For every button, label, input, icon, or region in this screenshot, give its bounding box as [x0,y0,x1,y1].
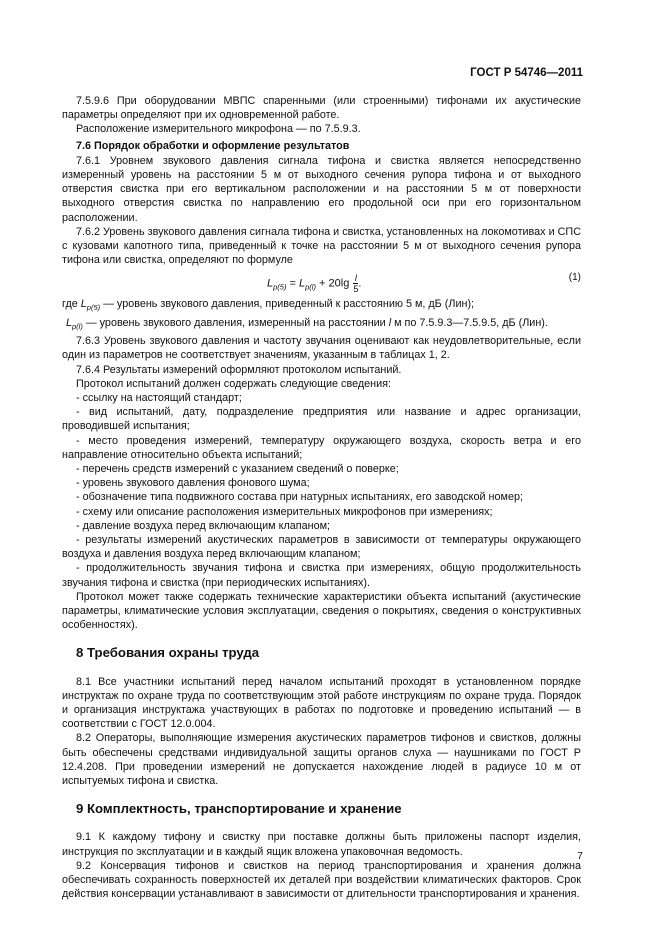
heading-section-8: 8 Требования охраны труда [76,645,260,661]
paragraph-microphone: Расположение измерительного микрофона — по 7.5.9.3. [76,123,361,136]
paragraph-protocol-intro: Протокол испытаний должен содержать следующие сведения: [76,377,391,390]
paragraph-7-6-4: 7.6.4 Результаты измерений оформляют протоколом испытаний. [76,363,402,376]
definition-lp5: где $L_{p(5)}$ — уровень звукового давления, приведенный к расстоянию 5 м, дБ (Лин); [62,298,475,313]
list-item: - перечень средств измерений с указанием сведений о поверке; [76,462,399,475]
page-number: 7 [577,850,583,862]
formula-number: (1) [568,272,581,284]
formula-1 [62,269,581,295]
list-item: - давление воздуха перед включающим клапаном; [76,519,331,532]
standard-header: ГОСТ Р 54746—2011 [470,67,583,79]
formula-fraction: $\frac{l}{5}$ [353,273,359,295]
heading-section-9: 9 Комплектность, транспортирование и хранение [76,801,402,817]
list-item: - продолжительность звучания тифона и свистка при измерениях, общую продолжительность звучания тифона и свистка (при периодических испытаниях). [62,562,581,589]
paragraph-7-6-1: 7.6.1 Уровнем звукового давления сигнала тифона и свистка является непосредственно измеренный уровень на расстоянии 5 м от выходного сечения рупора тифона и от выходного отверстия свистка при его вертикальном расположении и на расстоянии 5 м от поверхности выходного отверстия свистка по направлению его продольной оси при его горизонтальном расположении. [62,154,581,224]
paragraph-9-1: 9.1 К каждому тифону и свистку при поставке должны быть приложены паспорт изделия, инструкция по эксплуатации и в каждый ящик вложена упаковочная ведомость. [62,831,581,858]
list-item: - ссылку на настоящий стандарт; [76,391,242,404]
formula-definitions [62,297,581,334]
definition-lpl: $L_{p(l)}$ — уровень звукового давления, измеренный на расстоянии l м по 7.5.9.3—7.5.9.5, дБ (Лин). [66,316,548,331]
paragraph-protocol-extra: Протокол может также содержать технические характеристики объекта испытаний (акустические параметры, климатические условия эксплуатации, сведения о покрытиях, сведения о конструктивных особенностях). [62,590,581,632]
list-item: - результаты измерений акустических параметров в зависимости от температуры окружающего воздуха и давления воздуха перед включающим клапаном; [62,534,581,561]
heading-7-6: 7.6 Порядок обработки и оформление результатов [76,139,350,152]
paragraph-7-6-3: 7.6.3 Уровень звукового давления и частоту звучания оценивают как неудовлетворительные, если один из параметров не соответствует значениям, указанным в таблицах 1, 2. [62,335,581,362]
list-item: - уровень звукового давления фонового шума; [76,477,310,490]
paragraph-7-5-9-6: 7.5.9.6 При оборудовании МВПС спаренными (или строенными) тифонами их акустические параметры определяют при их одновременной работе. [62,95,581,122]
paragraph-7-6-2: 7.6.2 Уровень звукового давления сигнала тифона и свистка, установленных на локомотивах и СПС с кузовами капотного типа, приведенный к точке на расстоянии 5 м от выходного сечения рупора тифона или свистка, определяют по формуле [62,225,581,267]
paragraph-8-2: 8.2 Операторы, выполняющие измерения акустических параметров тифонов и свистков, должны быть обеспечены средствами индивидуальной защиты органов слуха — наушниками по ГОСТ Р 12.4.208. При проведении измерений не допускается нахождение людей в радиусе 10 м от испытуемых тифона и свистка. [62,732,581,788]
paragraph-8-1: 8.1 Все участники испытаний перед началом испытаний проходят в установленном порядке инструктаж по охране труда по соответствующим этой работе инструкциям по охране труда. Порядок и организация инструктажа участвующих в работах по подготовке и проведению испытаний — в соответствии с ГОСТ 12.0.004. [62,675,581,731]
paragraph-9-2: 9.2 Консервация тифонов и свистков на период транспортирования и хранения должна обеспечивать сохранность поверхностей их деталей при воздействии климатических факторов. Срок действия консервации устанавливают в зависимости от длительности транспортирования и хранения. [62,859,581,901]
formula-expression: $L_{p(5)} = L_{p(l)} + 20\lg$ $\frac{l}{5}$ . [267,273,362,295]
list-item: - обозначение типа подвижного состава при натурных испытаниях, его заводской номер; [76,491,523,504]
list-item: - место проведения измерений, температуру окружающего воздуха, скорость ветра и его направление относительно объекта испытаний; [62,434,581,461]
page-body [62,94,581,901]
list-item: - схему или описание расположения измерительных микрофонов при измерениях; [76,505,493,518]
list-item: - вид испытаний, дату, подразделение предприятия или название и адрес организации, проводившей испытания; [62,406,581,433]
